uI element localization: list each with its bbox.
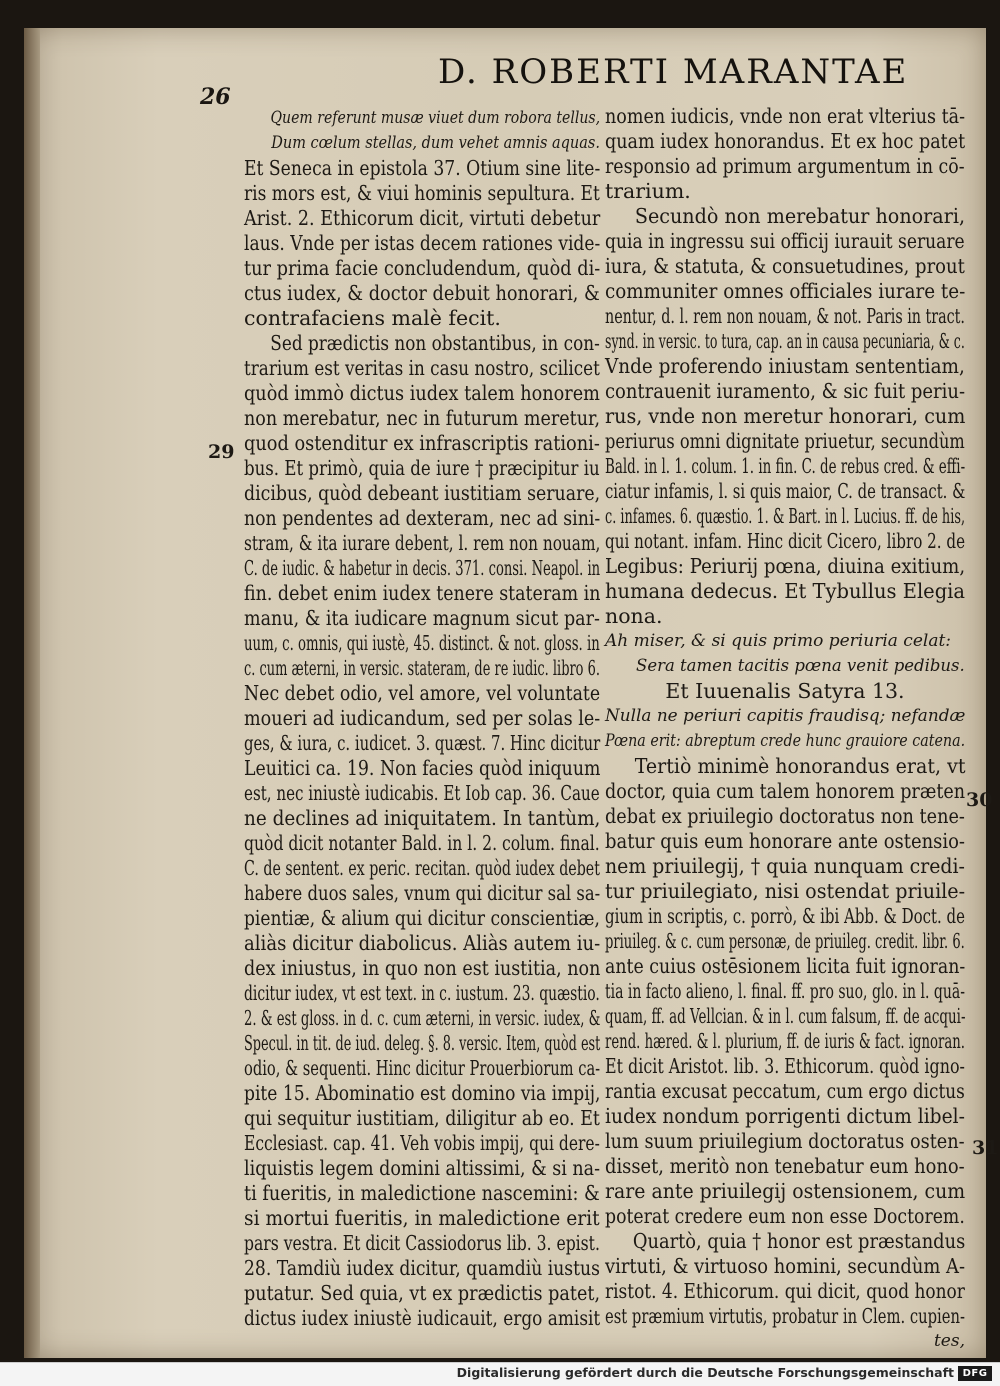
text-line: periurus omni dignitate priuetur, secundùm — [605, 429, 965, 453]
text-line: Vnde proferendo iniustam sententiam, — [605, 354, 965, 378]
page-number: 26 — [200, 84, 231, 110]
text-line: liquistis legem domini altissimi, & si na- — [244, 1156, 601, 1180]
text-line: laus. Vnde per istas decem rationes vide- — [244, 231, 601, 255]
text-line: si mortui fueritis, in maledictione erit — [244, 1206, 600, 1230]
text-line: rus, vnde non meretur honorari, cum — [605, 404, 966, 428]
text-line: ctus iudex, & doctor debuit honorari, & — [244, 281, 600, 305]
text-line: batur quis eum honorare ante ostensio- — [605, 829, 966, 853]
text-line: ciatur infamis, l. si quis maior, C. de transact. & — [605, 479, 966, 503]
text-line: ristot. 4. Ethicorum. qui dicit, quod honor — [605, 1279, 965, 1303]
text-line: rantia excusat peccatum, cum ergo dictus — [605, 1079, 965, 1103]
text-line: pars vestra. Et dicit Cassiodorus lib. 3. epist. — [244, 1231, 600, 1255]
text-line: Sera tamen tacitis pœna venit pedibus. — [636, 656, 965, 676]
text-line: Specul. in tit. de iud. deleg. §. 8. versic. Item, quòd est — [244, 1031, 601, 1055]
text-line: aliàs dicitur diabolicus. Aliàs autem iu- — [244, 931, 601, 955]
text-line: dex iniustus, in quo non est iustitia, non — [244, 956, 601, 980]
text-line: dicitur iudex, vt est text. in c. iustum. 23. quæstio. — [244, 981, 600, 1005]
text-line: Quartò, quia † honor est præstandus — [632, 1229, 966, 1253]
text-line: Tertiò minimè honorandus erat, vt — [634, 754, 966, 778]
footer-credit: Digitalisierung gefördert durch die Deutsche Forschungsgemeinschaft — [456, 1365, 954, 1380]
text-line: iudex nondum porrigenti dictum libel- — [605, 1104, 965, 1128]
text-line: quia in ingressu sui officij iurauit seruare — [605, 229, 965, 253]
text-line: pientiæ, & alium qui dicitur conscientiæ, — [244, 906, 600, 930]
margin-number-29: 29 — [208, 441, 235, 463]
footer-bar — [0, 1362, 1000, 1386]
text-line: nentur, d. l. rem non nouam, & not. Paris in tract. — [605, 304, 965, 328]
text-line: non merebatur, nec in futurum meretur, — [244, 406, 601, 430]
text-line: bus. Et primò, quia de iure † præcipitur iu — [244, 456, 600, 480]
right-column — [605, 104, 965, 1354]
text-line: est præmium virtutis, probatur in Clem. cupien- — [605, 1304, 965, 1328]
text-line: non pendentes ad dexteram, nec ad sini- — [244, 506, 601, 530]
text-line: uum, c. omnis, qui iustè, 45. distinct. & not. gloss. in — [244, 631, 600, 655]
text-line: ante cuius ostēsionem licita fuit ignoran- — [605, 954, 966, 978]
text-line: C. de sentent. ex peric. recitan. quòd iudex debet — [244, 856, 600, 880]
text-line: responsio ad primum argumentum in cō- — [605, 154, 965, 178]
text-line: putatur. Sed quia, vt ex prædictis patet, — [244, 1281, 601, 1305]
text-line: Leuitici ca. 19. Non facies quòd iniquum — [244, 756, 601, 780]
text-line: habere duos sales, vnum qui dicitur sal sa- — [244, 881, 601, 905]
text-line: tur prima facie concludendum, quòd di- — [244, 256, 601, 280]
text-line: ris mors est, & viui hominis sepultura. Et — [244, 181, 600, 205]
text-line: Bald. in l. 1. colum. 1. in fin. C. de rebus cred. & effi- — [605, 454, 966, 478]
text-line: Secundò non merebatur honorari, — [634, 204, 966, 228]
text-line: dictus iudex iniustè iudicauit, ergo amisit — [244, 1306, 601, 1330]
text-line: c. cum æterni, in versic. stateram, de re iudic. libro 6. — [244, 656, 600, 680]
text-line: dicibus, quòd debeant iustitiam seruare, — [244, 481, 601, 505]
text-line: manu, & ita iudicare magnum sicut par- — [244, 606, 600, 630]
dfg-logo: DFG — [958, 1366, 992, 1381]
text-line: doctor, quia cum talem honorem præten — [605, 779, 966, 803]
text-line: disset, meritò non tenebatur eum hono- — [605, 1154, 965, 1178]
text-line: nona. — [605, 604, 663, 628]
text-line: C. de iudic. & habetur in decis. 371. consi. Neapol. in — [244, 556, 601, 580]
text-line: c. infames. 6. quæstio. 1. & Bart. in l. Lucius. ff. de his, — [605, 504, 966, 528]
text-line: tia in facto alieno, l. final. ff. pro suo, glo. in l. quā- — [605, 979, 965, 1003]
text-line: qui notant. infam. Hinc dicit Cicero, libro 2. de — [605, 529, 966, 553]
text-line: iura, & statuta, & consuetudines, prout — [605, 254, 965, 278]
text-line: debat ex priuilegio doctoratus non tene- — [605, 804, 965, 828]
text-line: est, nec iniustè iudicabis. Et Iob cap. 36. Caue — [244, 781, 600, 805]
text-line: quam, ff. ad Vellcian. & in l. cum falsum, ff. de acqui- — [605, 1004, 966, 1028]
text-line: quam iudex honorandus. Et ex hoc patet — [605, 129, 966, 153]
text-line: trarium est veritas in casu nostro, scilicet — [244, 356, 600, 380]
text-line: pite 15. Abominatio est domino via impij, — [244, 1081, 601, 1105]
text-line: humana dedecus. Et Tybullus Elegia — [605, 579, 966, 603]
text-line: rend. hæred. & l. plurium, ff. de iuris & fact. ignoran. — [605, 1029, 965, 1053]
text-line: virtuti, & virtuoso homini, secundùm A- — [605, 1254, 966, 1278]
text-line: 2. & est gloss. in d. c. cum æterni, in versic. iudex, & — [244, 1006, 601, 1030]
text-line: ti fueritis, in maledictione nascemini: & — [244, 1181, 600, 1205]
text-line: quod ostenditur ex infrascriptis rationi- — [244, 431, 600, 455]
text-line: odio, & sequenti. Hinc dicitur Prouerbiorum ca- — [244, 1056, 601, 1080]
text-line: Arist. 2. Ethicorum dicit, virtuti debetur — [244, 206, 601, 230]
text-line: lum suum priuilegium doctoratus osten- — [605, 1129, 965, 1153]
running-head: D. ROBERTI MARANTAE — [438, 52, 909, 92]
page-gutter — [24, 28, 40, 1358]
text-line: trarium. — [605, 179, 691, 203]
text-line: Nec debet odio, vel amore, vel voluntate — [244, 681, 601, 705]
text-line: poterat credere eum non esse Doctorem. — [605, 1204, 965, 1228]
text-line: nomen iudicis, vnde non erat vlterius tā- — [605, 104, 966, 128]
text-line: tes, — [933, 1331, 965, 1351]
left-column — [244, 106, 600, 1331]
text-line: ges, & iura, c. iudicet. 3. quæst. 7. Hinc dicitur — [244, 731, 601, 755]
text-line: moueri ad iudicandum, sed per solas le- — [244, 706, 601, 730]
text-line: Sed prædictis non obstantibus, in con- — [270, 331, 600, 355]
text-line: tur priuilegiato, nisi ostendat priuile- — [605, 879, 966, 903]
text-line: Dum cœlum stellas, dum vehet amnis aquas. — [271, 133, 600, 153]
text-line: priuileg. & c. cum personæ, de priuileg. credit. libr. 6. — [605, 929, 965, 953]
text-line: fin. debet enim iudex tenere stateram in — [244, 581, 601, 605]
text-line: communiter omnes officiales iurare te- — [605, 279, 966, 303]
text-line: Et Iuuenalis Satyra 13. — [665, 679, 905, 703]
text-line: Pœna erit: abreptum crede hunc grauiore catena. — [605, 731, 966, 751]
text-line: quòd dicit notanter Bald. in l. 2. colum. final. — [244, 831, 600, 855]
text-line: synd. in versic. to tura, cap. an in causa pecuniaria, & c. — [605, 329, 965, 353]
text-line: rare ante priuilegij ostensionem, cum — [605, 1179, 966, 1203]
text-line: Ecclesiast. cap. 41. Veh vobis impij, qui dere- — [244, 1131, 600, 1155]
text-line: contrafaciens malè fecit. — [244, 306, 501, 330]
text-line: nem priuilegij, † quia nunquam credi- — [605, 854, 965, 878]
text-line: stram, & ita iurare debent, l. rem non nouam, — [244, 531, 601, 555]
text-line: quòd immò dictus iudex talem honorem — [244, 381, 600, 405]
text-line: Legibus: Periurij pœna, diuina exitium, — [605, 554, 966, 578]
text-line: Et dicit Aristot. lib. 3. Ethicorum. quòd igno- — [605, 1054, 965, 1078]
margin-number-30: 30 — [966, 789, 993, 811]
text-line: 28. Tamdiù iudex dicitur, quamdiù iustus — [244, 1256, 600, 1280]
text-line: qui sequitur iustitiam, diligitur ab eo. Et — [244, 1106, 600, 1130]
text-line: Et Seneca in epistola 37. Otium sine lite- — [244, 156, 601, 180]
margin-number-31: 31 — [972, 1137, 999, 1159]
text-line: Nulla ne periuri capitis fraudisq; nefandæ — [605, 706, 966, 726]
text-line: Quem referunt musæ viuet dum robora tellus, — [270, 108, 601, 128]
text-line: Ah miser, & si quis primo periuria celat: — [605, 631, 952, 651]
text-line: gium in scriptis, c. porrò, & ibi Abb. & Doct. de — [605, 904, 965, 928]
text-line: ne declines ad iniquitatem. In tantùm, — [244, 806, 601, 830]
text-line: contrauenit iuramento, & sic fuit periu- — [605, 379, 966, 403]
